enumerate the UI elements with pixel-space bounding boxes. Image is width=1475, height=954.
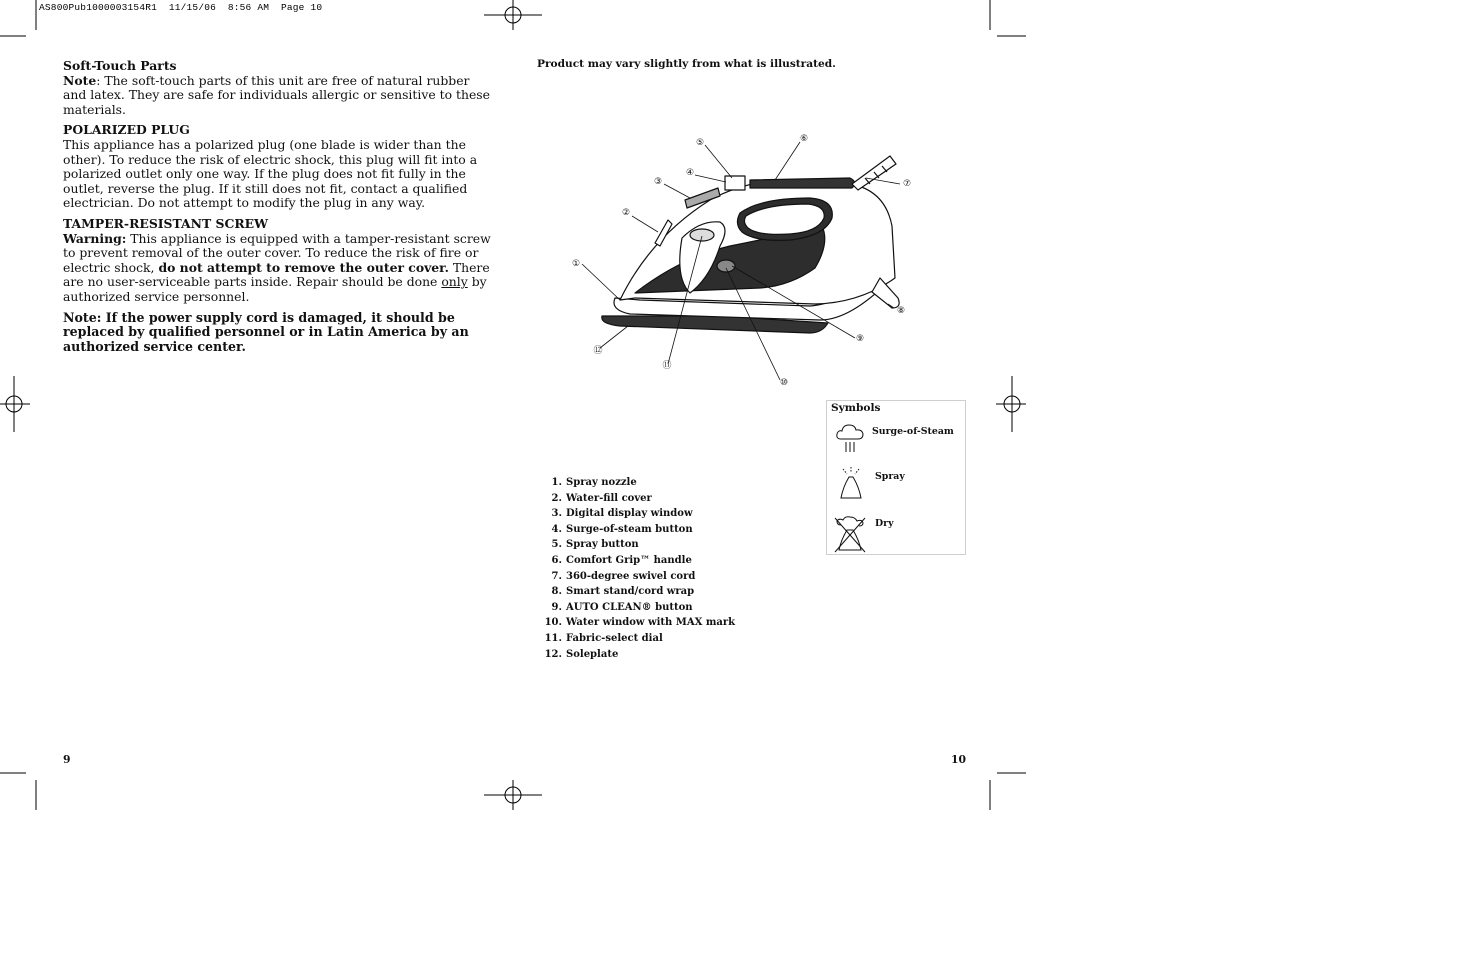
symbols-box — [826, 400, 966, 555]
list-item: 1. Spray nozzle — [551, 477, 637, 488]
registration-mark-top — [484, 0, 542, 30]
callout-7: ⑦ — [902, 179, 912, 189]
dry-icon — [833, 516, 867, 554]
illustration-disclaimer: Product may vary slightly from what is illustrated. — [537, 58, 836, 70]
tamper-heading: TAMPER-RESISTANT SCREW — [63, 215, 268, 231]
registration-mark-right — [996, 376, 1026, 432]
callout-6: ⑥ — [799, 134, 809, 144]
page-number-left: 9 — [63, 753, 71, 766]
list-item: 3. Digital display window — [551, 508, 693, 520]
callout-10: ⑩ — [779, 378, 789, 388]
callout-4: ④ — [685, 168, 695, 178]
callout-2: ② — [621, 208, 631, 218]
callout-3: ③ — [653, 177, 663, 187]
list-item: 4. Surge-of-steam button — [551, 523, 693, 535]
spray-label: Spray — [875, 471, 905, 482]
list-item: 5. Spray button — [551, 539, 639, 551]
list-item: 12. Soleplate — [544, 648, 619, 660]
soft-touch-heading: Soft-Touch Parts — [63, 58, 177, 73]
surge-of-steam-icon — [835, 421, 865, 455]
list-item: 7. 360-degree swivel cord — [551, 570, 696, 582]
print-slug: AS800Pub1000003154R1 11/15/06 8:56 AM Page 10 — [39, 2, 323, 13]
polarized-plug-section — [63, 123, 493, 211]
list-item: 11. Fabric-select dial — [544, 632, 663, 644]
tamper-section — [63, 217, 493, 305]
surge-of-steam-label: Surge-of-Steam — [872, 426, 954, 437]
soft-touch-note-label: Note — [63, 72, 97, 88]
callout-8: ⑧ — [896, 306, 906, 316]
dry-label: Dry — [875, 518, 894, 529]
polarized-plug-heading: POLARIZED PLUG — [63, 122, 190, 138]
tamper-text-1: This appliance is equipped with a tamper-resistant screw to prevent removal of the outer cover. To reduce the risk of fire or electric shock, — [63, 230, 491, 275]
callout-5: ⑤ — [695, 138, 705, 148]
surge-button-shape — [725, 176, 745, 190]
tamper-text-3: by authorized service personnel. — [63, 274, 487, 304]
left-column — [63, 59, 493, 360]
callout-12: ⑫ — [593, 346, 603, 356]
callout-9: ⑨ — [855, 334, 865, 344]
water-fill-cover-shape — [690, 229, 714, 241]
polarized-plug-text: This appliance has a polarized plug (one blade is wider than the other). To reduce the risk of electric shock, this plug will fit into a polarized outlet only one way. If the plug does not fit fully in the outlet, reverse the plug. If it still does not fit, contact a qualified electrician. Do not attempt to modify the plug in any way. — [63, 136, 478, 211]
tamper-bold-warning: do not attempt to remove the outer cover. — [158, 259, 449, 275]
soft-touch-section — [63, 59, 493, 117]
callout-11: ⑪ — [662, 361, 672, 371]
registration-mark-bottom — [484, 780, 542, 810]
spray-icon — [837, 465, 865, 501]
swivel-cord-shape — [852, 156, 896, 190]
list-item: 9. AUTO CLEAN® button — [551, 601, 693, 613]
tamper-warning-label: Warning: — [63, 230, 127, 246]
registration-mark-left — [0, 376, 30, 432]
list-item: 6. Comfort Grip™ handle — [551, 554, 692, 566]
tamper-underline: only — [441, 274, 468, 290]
list-item: 2. Water-fill cover — [551, 492, 652, 504]
cord-note: Note: If the power supply cord is damaged, it should be replaced by qualified personnel or in Latin America by an authorized service center. — [63, 309, 469, 354]
symbols-title: Symbols — [831, 402, 881, 414]
page-number-right: 10 — [951, 753, 967, 766]
parts-list — [542, 475, 802, 662]
iron-illustration — [560, 128, 940, 398]
soft-touch-text: : The soft-touch parts of this unit are free of natural rubber and latex. They are safe for individuals allergic or sensitive to these materials. — [63, 72, 490, 117]
list-item: 10. Water window with MAX mark — [544, 617, 736, 629]
comfort-grip-handle — [750, 178, 855, 188]
tamper-text-2: There are no user-serviceable parts inside. Repair should be done — [63, 259, 490, 290]
list-item: 8. Smart stand/cord wrap — [551, 586, 695, 598]
callout-1: ① — [571, 259, 581, 269]
